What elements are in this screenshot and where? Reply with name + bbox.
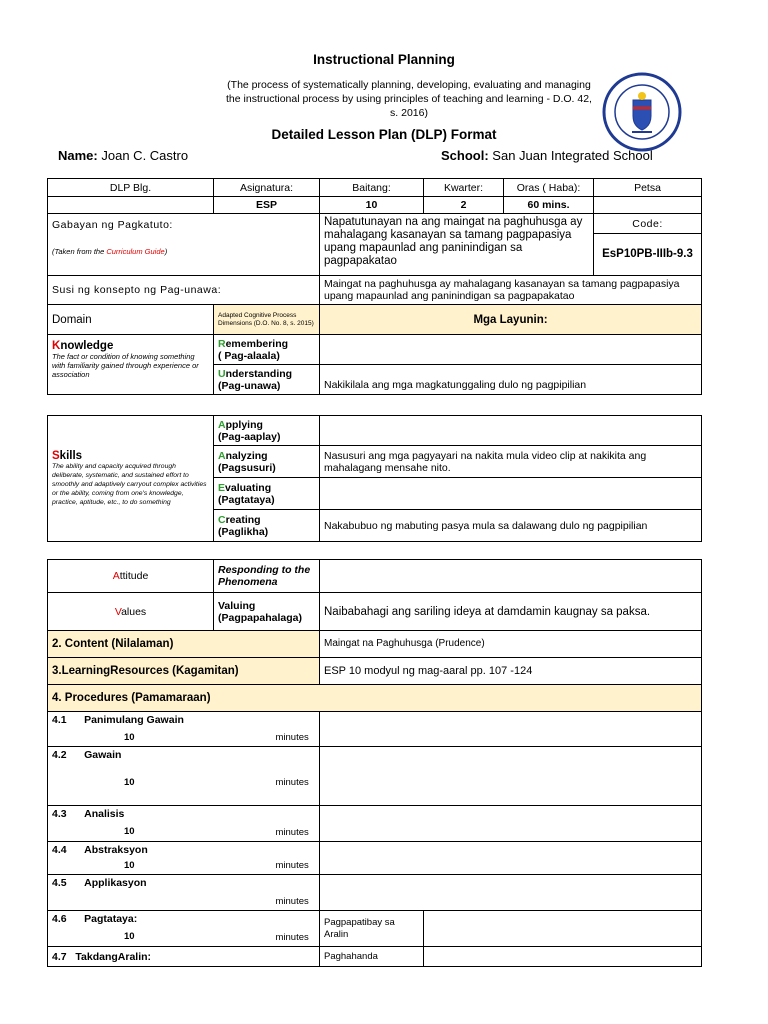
values-cell [48, 593, 214, 631]
grade-value: 10 [320, 197, 424, 214]
attitude-rest: ttitude [119, 570, 149, 582]
attitude-objective [320, 560, 702, 593]
step-4-5-title [52, 877, 268, 889]
quarter-value: 2 [424, 197, 504, 214]
duration-header: Oras ( Haba): [504, 179, 594, 197]
evaluating-letter: E [218, 481, 226, 494]
skills-letter: S [52, 450, 60, 462]
applying-cell [214, 416, 320, 446]
guide-cell [48, 214, 320, 276]
step-4-2-num: 4.2 [52, 749, 67, 761]
step-4-5-name: Applikasyon [84, 877, 147, 889]
analyzing-rest: nalyzing [225, 449, 268, 462]
resources-value: ESP 10 modyul ng mag-aaral pp. 107 -124 [320, 658, 702, 685]
step-4-1 [48, 712, 272, 747]
knowledge-letter: K [52, 340, 61, 352]
evaluating-objective [320, 478, 702, 510]
page-title: Instructional Planning [313, 52, 455, 67]
step-4-7 [48, 947, 320, 967]
concept-label: Susi ng konsepto ng Pag-unawa: [48, 276, 320, 305]
step-4-6-extra: Pagpapatibay sa Aralin [320, 911, 424, 947]
analyzing-sub: (Pagsusuri) [218, 461, 276, 474]
guide-label: Gabayan ng Pagkatuto: [52, 219, 173, 231]
applying-rest: pplying [225, 418, 263, 431]
dlp-header: DLP Blg. [48, 179, 214, 197]
step-4-2-name: Gawain [84, 749, 122, 761]
step-4-3-unit: minutes [272, 806, 320, 842]
concept-text: Maingat na paghuhusga ay mahalagang kasanayan sa tamang pagpapasiya upang mapaunlad ang paninindigan sa pagpapakatao [320, 276, 702, 305]
content-value: Maingat na Paghuhusga (Prudence) [320, 631, 702, 658]
step-4-4-title [52, 844, 268, 856]
step-4-4-content [320, 842, 702, 875]
step-4-3-title [52, 808, 268, 820]
creating-rest: reating [225, 513, 261, 526]
creating-sub: (Paglikha) [218, 525, 269, 538]
attitude-dimension: Responding to the Phenomena [214, 560, 320, 593]
step-4-1-content [320, 712, 702, 747]
name-line [58, 148, 188, 163]
creating-cell [214, 510, 320, 542]
applying-title [218, 419, 315, 431]
analyzing-title [218, 450, 315, 462]
understanding-rest: nderstanding [225, 367, 293, 380]
valuing-cell [214, 593, 320, 631]
step-4-5 [48, 875, 272, 911]
step-4-2-time: 10 [124, 777, 135, 788]
attitude-cell [48, 560, 214, 593]
quarter-header: Kwarter: [424, 179, 504, 197]
page-subtitle: (The process of systematically planning, developing, evaluating and managing the instructional process by using principles of teaching and learning - D.O. 42, s. 2016) [226, 79, 592, 119]
adapted-header: Adapted Cognitive Process Dimensions (D.O. No. 8, s. 2015) [214, 305, 320, 335]
step-4-4-unit: minutes [272, 842, 320, 875]
domain-header: Domain [48, 305, 214, 335]
valuing-sub: (Pagpapahalaga) [218, 611, 303, 624]
duration-value: 60 mins. [504, 197, 594, 214]
skills-title [52, 450, 209, 462]
step-4-3-name: Analisis [84, 808, 125, 820]
remembering-title [218, 338, 315, 350]
step-4-7-content [424, 947, 702, 967]
objectives-header: Mga Layunin: [320, 305, 702, 335]
step-4-2-title [52, 749, 268, 761]
resources-label: 3.LearningResources (Kagamitan) [48, 658, 320, 685]
values-objective: Naibabahagi ang sariling ideya at damdamin kaugnay sa paksa. [320, 593, 702, 631]
understanding-letter: U [218, 367, 226, 380]
step-4-3-time: 10 [124, 826, 135, 837]
values-letter: V [114, 605, 122, 618]
understanding-objective: Nakikilala ang mga magkatunggaling dulo ng pagpipilian [320, 365, 702, 395]
applying-objective [320, 416, 702, 446]
step-4-6-time: 10 [124, 931, 135, 942]
code-cell [594, 214, 702, 276]
step-4-6-name: Pagtataya: [84, 913, 138, 925]
remembering-sub: ( Pag-alaala) [218, 349, 280, 362]
dlp-title: Detailed Lesson Plan (DLP) Format [271, 127, 497, 142]
understanding-cell [214, 365, 320, 395]
step-4-6-title [52, 913, 268, 925]
attitude-letter: A [112, 570, 120, 582]
evaluating-title [218, 482, 315, 494]
evaluating-cell [214, 478, 320, 510]
step-4-1-title [52, 714, 268, 726]
school-label: School: [441, 148, 489, 163]
step-4-2-unit: minutes [272, 747, 320, 806]
subject-value: ESP [214, 197, 320, 214]
step-4-7-extra: Paghahanda [320, 947, 424, 967]
understanding-sub: (Pag-unawa) [218, 379, 281, 392]
step-4-5-content [320, 875, 702, 911]
remembering-cell [214, 335, 320, 365]
analyzing-objective: Nasusuri ang mga pagyayari na nakita mula video clip at nakikita ang mahalagang mensahe nito. [320, 446, 702, 478]
analyzing-cell [214, 446, 320, 478]
name-label: Name: [58, 148, 98, 163]
curriculum-guide-link: Curriculum Guide [106, 247, 165, 256]
step-4-1-name: Panimulang Gawain [84, 714, 184, 726]
remembering-rest: emembering [225, 337, 289, 350]
step-4-3-num: 4.3 [52, 808, 67, 820]
knowledge-title [52, 340, 209, 352]
skills-rest: kills [59, 450, 83, 462]
procedures-table [47, 559, 702, 967]
step-4-6-num: 4.6 [52, 913, 67, 925]
code-label: Code: [594, 215, 701, 234]
knowledge-desc: The fact or condition of knowing something with familiarity gained through experience or association [52, 352, 199, 379]
step-4-1-num: 4.1 [52, 714, 67, 726]
skills-cell [48, 416, 214, 542]
applying-letter: A [218, 418, 226, 431]
step-4-1-unit: minutes [272, 712, 320, 747]
step-4-1-time: 10 [124, 732, 135, 743]
evaluating-rest: valuating [225, 481, 272, 494]
creating-title [218, 514, 315, 526]
step-4-3 [48, 806, 272, 842]
name-value: Joan C. Castro [101, 148, 189, 163]
understanding-title [218, 368, 315, 380]
procedures-label: 4. Procedures (Pamamaraan) [48, 685, 702, 712]
knowledge-cell [48, 335, 214, 395]
remembering-letter: R [218, 337, 226, 350]
guide-note-prefix: (Taken from the [52, 247, 107, 256]
guide-text: Napatutunayan na ang maingat na paghuhusga ay mahalagang kasanayan sa tamang pagpapasiya upang mapaunlad ang paninindigan sa pagpapakatao [320, 214, 594, 276]
evaluating-sub: (Pagtataya) [218, 493, 275, 506]
creating-letter: C [218, 513, 226, 526]
creating-objective: Nakabubuo ng mabuting pasya mula sa dalawang dulo ng pagpipilian [320, 510, 702, 542]
grade-header: Baitang: [320, 179, 424, 197]
content-label: 2. Content (Nilalaman) [48, 631, 320, 658]
guide-note [52, 247, 315, 256]
step-4-5-unit: minutes [272, 875, 320, 911]
date-header: Petsa [594, 179, 702, 197]
analyzing-letter: A [218, 449, 226, 462]
skills-table [47, 415, 702, 542]
step-4-6-unit: minutes [272, 911, 320, 947]
applying-sub: (Pag-aaplay) [218, 430, 281, 443]
code-value: EsP10PB-IIIb-9.3 [602, 248, 693, 260]
school-line [441, 148, 653, 163]
step-4-6-content [424, 911, 702, 947]
subject-header: Asignatura: [214, 179, 320, 197]
lesson-plan-table [47, 178, 702, 395]
values-rest: alues [121, 605, 147, 618]
date-value [594, 197, 702, 214]
step-4-6 [48, 911, 272, 947]
dlp-value [48, 197, 214, 214]
skills-desc: The ability and capacity acquired through deliberate, systematic, and sustained effort to smoothly and adaptively carryout complex activities or the ability, coming from one's knowledge, practice, aptitude, etc., to do something [52, 463, 207, 506]
step-4-2 [48, 747, 272, 806]
school-value: San Juan Integrated School [492, 148, 653, 163]
remembering-objective [320, 335, 702, 365]
step-4-4-name: Abstraksyon [84, 844, 148, 856]
step-4-4-time: 10 [124, 860, 135, 871]
step-4-2-content [320, 747, 702, 806]
step-4-7-num: 4.7 [52, 950, 67, 963]
valuing-title: Valuing [218, 599, 256, 612]
guide-note-suffix: ) [164, 247, 168, 256]
step-4-3-content [320, 806, 702, 842]
step-4-4 [48, 842, 272, 875]
step-4-5-num: 4.5 [52, 877, 67, 889]
knowledge-rest: nowledge [60, 340, 114, 352]
step-4-4-num: 4.4 [52, 844, 67, 856]
step-4-7-name: TakdangAralin: [75, 950, 152, 963]
